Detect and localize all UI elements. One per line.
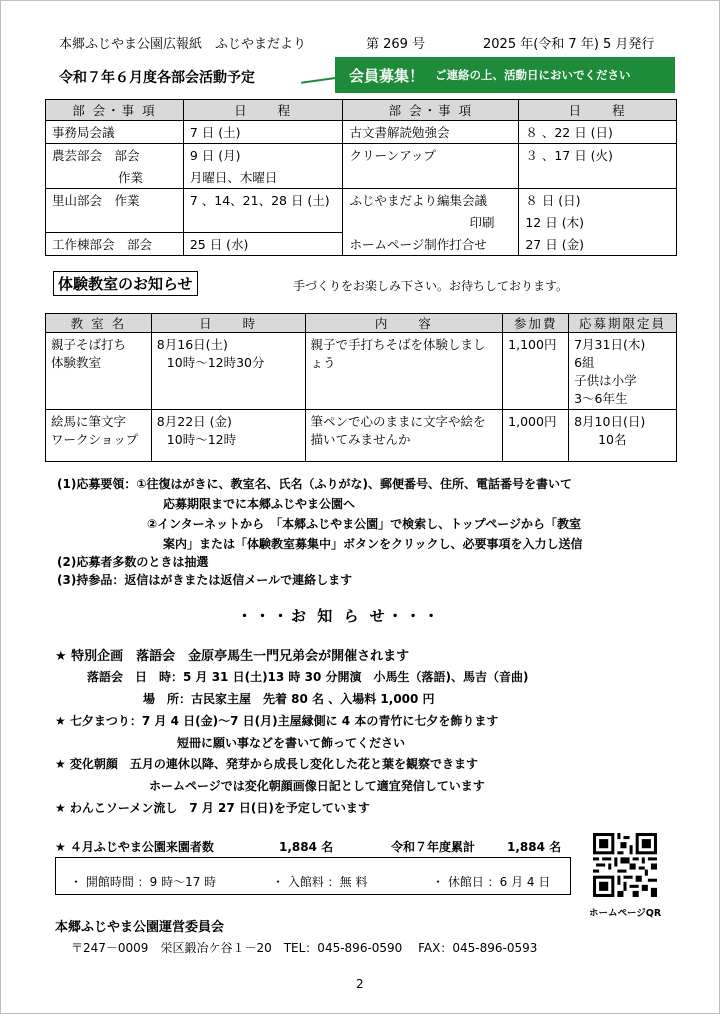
- cell-line: ホームページ制作打合せ: [349, 237, 487, 252]
- schedule-table: [45, 99, 677, 256]
- notices-title: ・・・お 知 ら せ・・・: [237, 607, 442, 625]
- schedule-head-item: 部 会・事 項: [343, 100, 519, 121]
- cell-line: 12 日 (木): [525, 215, 584, 230]
- qr-code-icon: [593, 833, 657, 897]
- notice-line: ★ 変化朝顔 五月の連休以降、発芽から成長し変化した花と葉を観察できます: [55, 757, 478, 771]
- cell-line: 10時～12時30分: [166, 355, 265, 370]
- apply-line: (3)持参品：返信はがきまたは返信メールで連絡します: [57, 573, 353, 587]
- table-cell: 工作棟部会 部会: [46, 232, 184, 255]
- cell-line: 27 日 (金): [525, 237, 584, 252]
- issue-date: 2025 年(令和 7 年) 5 月発行: [483, 37, 655, 52]
- apply-line: ②インターネットから 「本郷ふじやま公園」で検索し、トップページから「教室: [147, 517, 582, 531]
- classes-subtitle: 手づくりをお楽しみ下さい。お待ちしております。: [293, 279, 569, 293]
- apply-line: 案内」または「体験教室募集中」ボタンをクリックし、必要事項を入力し送信: [163, 537, 583, 551]
- notice-line: 落語会 日 時：5 月 31 日(土)13 時 30 分開演 小馬生（落語)、馬吉（音曲): [87, 670, 529, 684]
- table-cell: [519, 189, 677, 256]
- table-cell: [46, 144, 184, 189]
- cell-line: 子供は小学: [574, 373, 637, 388]
- table-cell: 1,100円: [503, 333, 569, 410]
- committee-name: 本郷ふじやま公園運営委員会: [55, 920, 225, 935]
- visitors-total-label: 令和７年度累計: [391, 840, 476, 854]
- cell-line: 9 日 (月): [189, 148, 241, 163]
- cell-line: 8月22日 (金): [156, 414, 232, 429]
- notice-line: 短冊に願い事などを書いて飾ってください: [177, 736, 406, 750]
- classes-title: 体験教室のお知らせ: [53, 271, 198, 296]
- table-cell: 7 日 (土): [183, 121, 343, 144]
- cell-line: 6組: [574, 355, 595, 370]
- open-hours: ・ 開館時間 ：9 時～17 時: [70, 875, 217, 889]
- table-cell: [343, 189, 519, 256]
- table-cell: 25 日 (水): [183, 232, 343, 255]
- table-cell: 古文書解読勉強会: [343, 121, 519, 144]
- table-cell: [183, 144, 343, 189]
- cell-line: ８ 日 (日): [525, 193, 581, 208]
- table-cell: 筆ペンで心のままに文字や絵を描いてみませんか: [305, 410, 503, 462]
- cell-line: 3～6年生: [574, 391, 628, 406]
- table-cell: [46, 333, 152, 410]
- table-cell: [569, 410, 677, 462]
- visitors-count: 1,884 名: [279, 840, 334, 854]
- cell-line: ワークショップ: [51, 432, 139, 447]
- apply-line: (2)応募者多数のときは抽選: [57, 555, 209, 569]
- schedule-title: 令和７年６月度各部会活動予定: [59, 70, 255, 86]
- table-cell: [569, 333, 677, 410]
- cell-line: 10時～12時: [166, 432, 237, 447]
- cell-line: 印刷: [469, 215, 495, 230]
- table-cell: [151, 410, 305, 462]
- schedule-head-item: 部 会・事 項: [46, 100, 184, 121]
- table-cell: ３ 、17 日 (火): [519, 144, 677, 189]
- recruit-banner: [335, 57, 675, 93]
- issue-number: 第 269 号: [366, 37, 426, 52]
- cell-line: 体験教室: [51, 355, 102, 370]
- classes-table: [45, 313, 677, 462]
- table-cell: 親子で手打ちそばを体験しましょう: [305, 333, 503, 410]
- closed-day: ・ 休館日 ：6 月 4 日: [432, 875, 551, 889]
- notice-line: ★ 特別企画 落語会 金原亭馬生一門兄弟会が開催されます: [55, 649, 410, 664]
- cell-line: 8月10日(日): [574, 414, 646, 429]
- cell-line: 絵馬に筆文字: [51, 414, 127, 429]
- table-cell: 里山部会 作業: [46, 189, 184, 233]
- cell-line: 親子そば打ち: [51, 337, 127, 352]
- classes-head: 教 室 名: [46, 314, 152, 333]
- recruit-sub: ご連絡の上、活動日においでください: [435, 68, 631, 82]
- visitors-total: 1,884 名: [507, 840, 562, 854]
- cell-line: 作業: [118, 170, 144, 185]
- contact-address: 〒247－0009 栄区鍛冶ケ谷１－20 TEL：045-896-0590 FAX：045-896-0593: [71, 941, 538, 955]
- newsletter-title: 本郷ふじやま公園広報紙 ふじやまだより: [59, 37, 307, 52]
- cell-line: 10名: [598, 432, 627, 447]
- cell-line: 農芸部会 部会: [52, 148, 140, 163]
- classes-head: 参加費: [503, 314, 569, 333]
- notice-line: ホームページでは変化朝顔画像日記として適宜発信しています: [149, 779, 485, 793]
- table-cell: ８ 、22 日 (日): [519, 121, 677, 144]
- apply-line: (1)応募要領：①往復はがきに、教室名、氏名（ふりがな)、郵便番号、住所、電話番号を書いて: [57, 477, 572, 491]
- notice-line: 場 所：古民家主屋 先着 80 名 、入場料 1,000 円: [143, 692, 435, 706]
- admission-fee: ・ 入館料 ：無 料: [272, 875, 368, 889]
- notice-line: ★ わんこソーメン流し 7 月 27 日(日)を予定しています: [55, 801, 370, 815]
- cell-line: 7月31日(木): [574, 337, 646, 352]
- recruit-main: 会員募集！: [349, 67, 425, 85]
- apply-line: 応募期限までに本郷ふじやま公園へ: [163, 497, 356, 511]
- table-cell: [151, 333, 305, 410]
- cell-line: 月曜日、木曜日: [189, 170, 278, 185]
- table-cell: 7 、14、21、28 日 (土): [183, 189, 343, 233]
- qr-label: ホームページQR: [589, 908, 662, 919]
- hours-box: [55, 857, 571, 895]
- page-number: 2: [356, 977, 364, 991]
- schedule-head-date: 日 程: [519, 100, 677, 121]
- classes-head: 日 時: [151, 314, 305, 333]
- classes-head: 内 容: [305, 314, 503, 333]
- table-cell: [46, 410, 152, 462]
- visitors-label: ★ ４月ふじやま公園来園者数: [55, 840, 214, 854]
- schedule-head-date: 日 程: [183, 100, 343, 121]
- table-cell: 1,000円: [503, 410, 569, 462]
- classes-head: 応募期限定員: [569, 314, 677, 333]
- cell-line: ふじやまだより編集会議: [349, 193, 487, 208]
- cell-line: 8月16日(土): [156, 337, 228, 352]
- notice-line: ★ 七夕まつり：7 月 4 日(金)～7 日(月)主屋縁側に 4 本の青竹に七夕を飾ります: [55, 714, 499, 728]
- table-cell: 事務局会議: [46, 121, 184, 144]
- table-cell: クリーンアップ: [343, 144, 519, 189]
